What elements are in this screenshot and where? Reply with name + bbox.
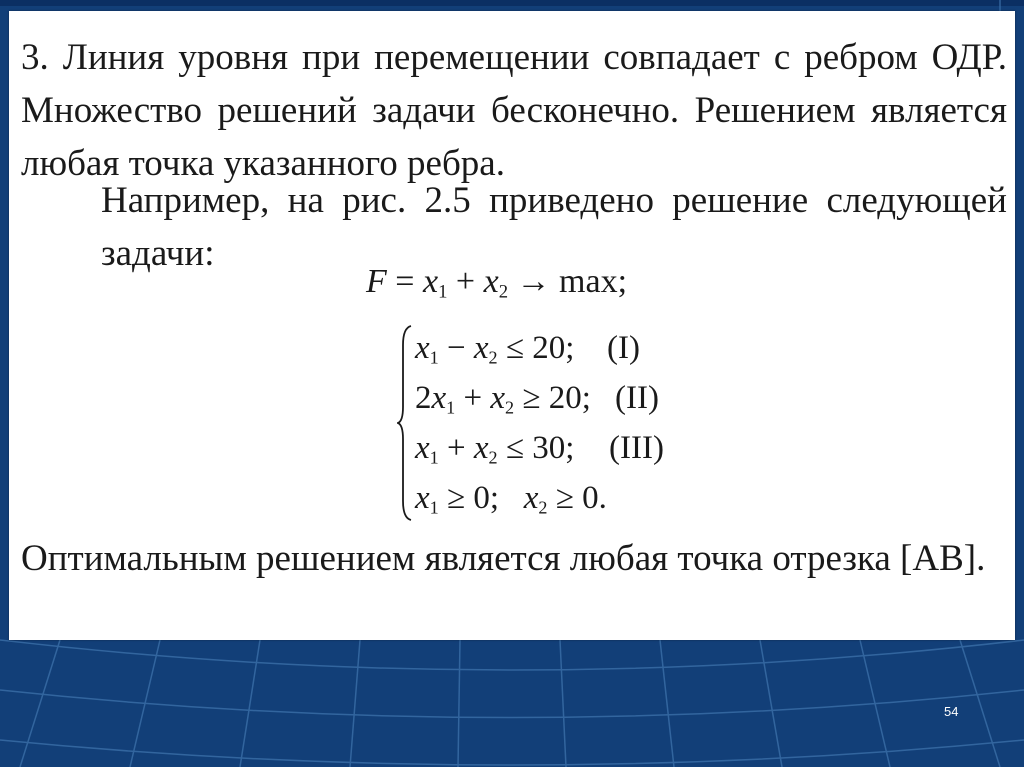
constraint-label: (III): [609, 430, 664, 466]
paragraph-conclusion: Оптимальным решением является любая точка отрезка [AB].: [21, 538, 986, 579]
constraint-row-2: $2x_1 + x_2 \ge 20$; (II): [415, 373, 591, 423]
page-number: 54: [944, 704, 959, 719]
constraint-label: (II): [615, 380, 659, 416]
paragraph-intro: 3. Линия уровня при перемещении совпадает с ребром ОДР. Множество решений задачи бесконечно. Решением является любая точка указанного ребра.: [21, 37, 1007, 184]
constraint-row-nonneg: $x_1 \ge 0$; $x_2 \ge 0$.: [415, 480, 607, 518]
left-brace-icon: [397, 323, 413, 523]
constraint-system: [397, 323, 677, 523]
constraint-row-1: $x_1 - x_2 \le 20$; (I): [415, 323, 574, 373]
constraint-label: (I): [607, 330, 640, 366]
paragraph-example: Например, на рис. 2.5 приведено решение следующей задачи:: [101, 180, 1007, 274]
objective-function: $F = x_1 + x_2 \to \max$;: [366, 263, 628, 303]
constraint-row-3: $x_1 + x_2 \le 30$; (III): [415, 423, 574, 473]
slide-content: [9, 11, 1015, 640]
